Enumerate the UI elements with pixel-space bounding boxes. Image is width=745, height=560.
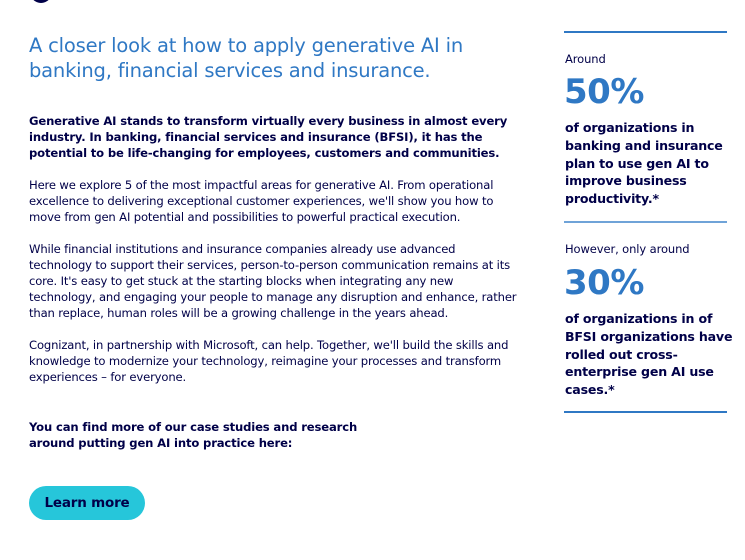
logo-partial <box>30 0 52 3</box>
stat-1-prefix: Around <box>565 52 606 66</box>
body-paragraph-3: Cognizant, in partnership with Microsoft, can help. Together, we'll build the skills and knowledge to modernize your technology, reimagine your processes and transform experiences – for everyone. <box>29 338 509 384</box>
divider-bottom <box>564 411 727 413</box>
stat-1-value: 50% <box>564 72 644 112</box>
divider-top <box>564 31 727 33</box>
body-paragraph-2: While financial institutions and insurance companies already use advanced technology to support their services, person-to-person communication remains at its core. It's easy to get stuck at the starting blocks when integrating any new technology, and engaging your people to manage any disruption and enhance, rather than replace, human roles will be a growing challenge in the years ahead. <box>29 242 517 320</box>
stat-2-description: of organizations in of BFSI organizations have rolled out cross-enterprise gen AI use cases.* <box>565 311 733 398</box>
headline: A closer look at how to apply generative AI in banking, financial services and insurance. <box>29 34 463 82</box>
divider-middle <box>564 221 727 223</box>
stat-2-value: 30% <box>564 263 644 303</box>
intro-paragraph: Generative AI stands to transform virtually every business in almost every industry. In banking, financial services and insurance (BFSI), it has the potential to be life-changing for employees, customers and communities. <box>29 114 508 160</box>
learn-more-button[interactable]: Learn more <box>29 486 145 520</box>
stat-2-prefix: However, only around <box>565 242 690 256</box>
body-paragraph-1: Here we explore 5 of the most impactful areas for generative AI. From operational excellence to delivering exceptional customer experiences, we'll show you how to move from gen AI potential and possibilities to powerful practical execution. <box>29 178 494 224</box>
stat-1-description: of organizations in banking and insurance plan to use gen AI to improve business productivity.* <box>565 120 723 207</box>
cta-text: You can find more of our case studies and research around putting gen AI into practice here: <box>29 420 358 450</box>
